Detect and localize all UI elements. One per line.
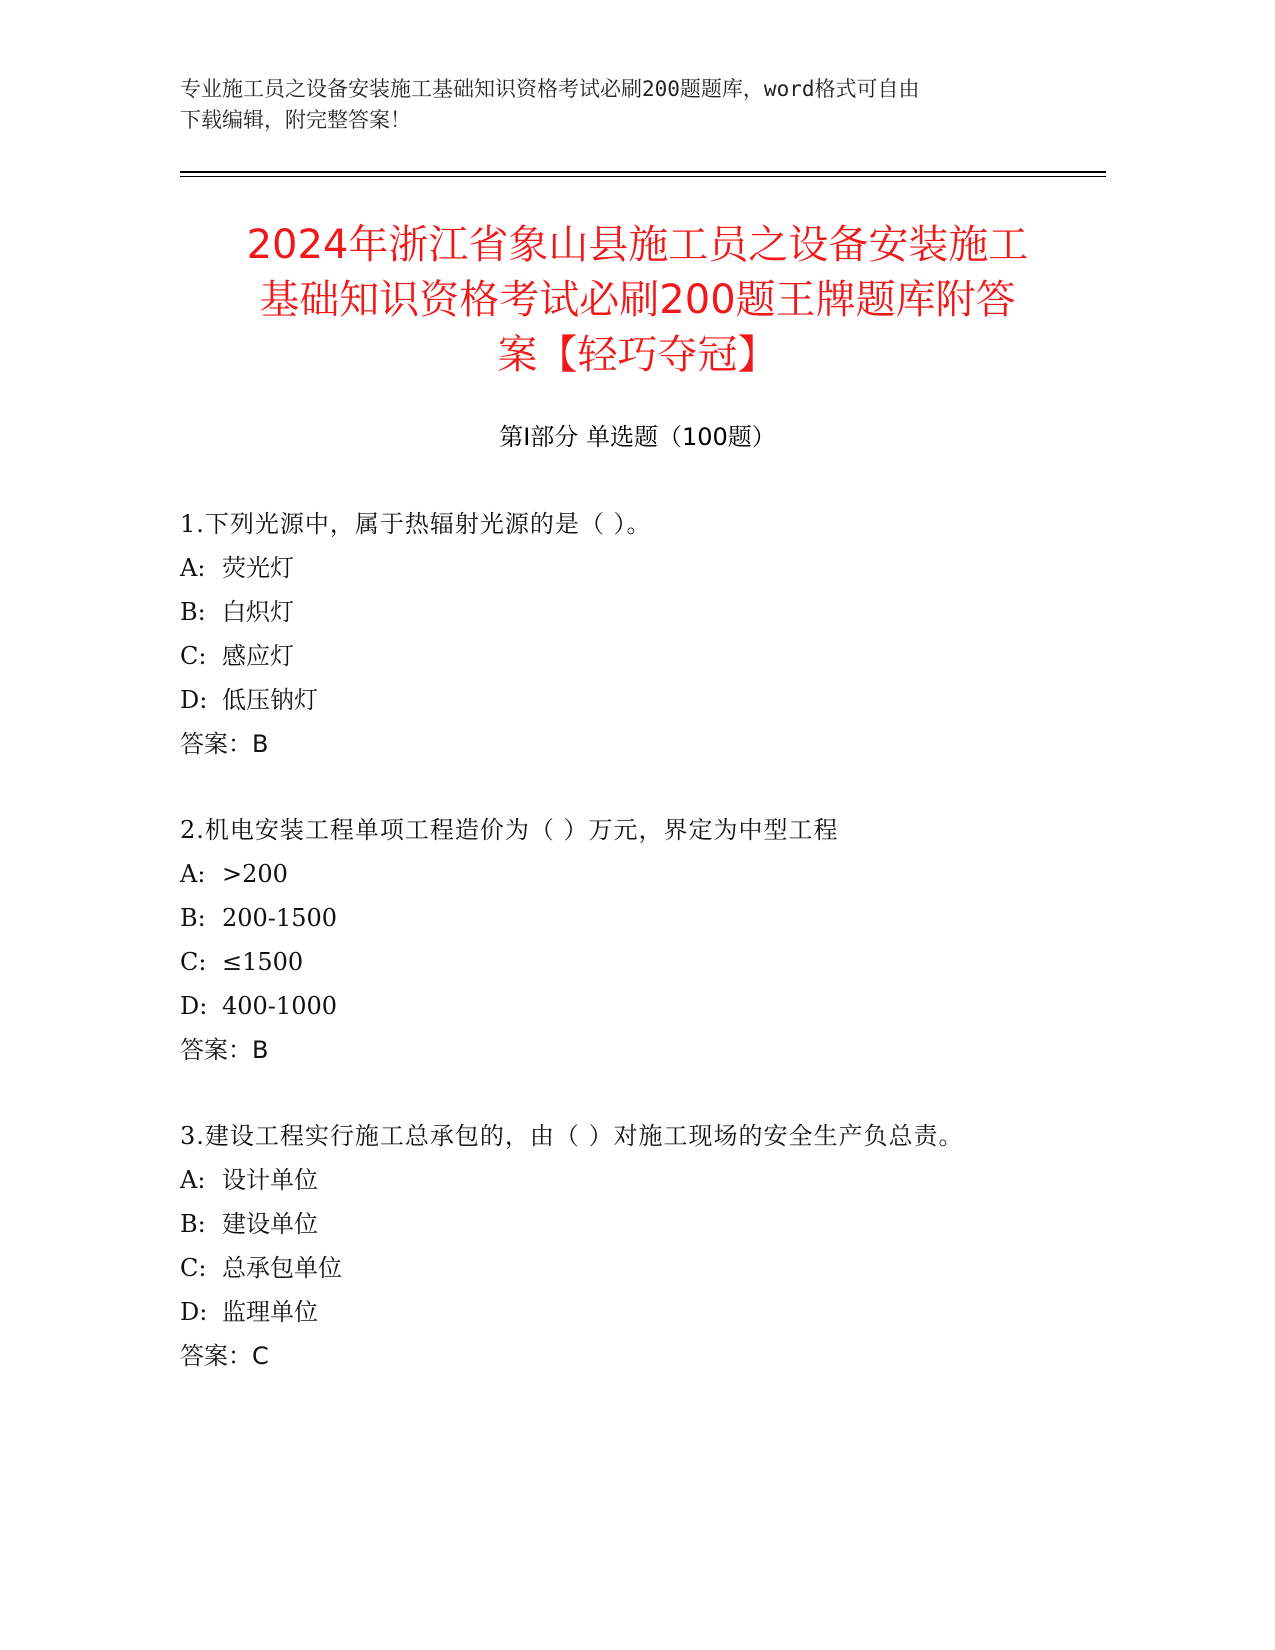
option-text: ≤1500 [222, 948, 304, 976]
option-label: C: [180, 642, 207, 670]
option-label: D: [180, 992, 208, 1020]
option-text: 400-1000 [222, 992, 337, 1020]
document-title [150, 218, 1125, 383]
option-label: D: [180, 686, 208, 714]
question-1 [180, 502, 1040, 766]
header-note-line-2: 下载编辑，附完整答案！ [180, 108, 411, 132]
option-text: 感应灯 [222, 642, 294, 670]
header-note [180, 74, 1060, 136]
option-a [180, 546, 1040, 590]
question-2 [180, 808, 1040, 1072]
option-text: 200-1500 [222, 904, 337, 932]
option-text: 白炽灯 [222, 598, 294, 626]
question-3 [180, 1114, 1040, 1378]
header-divider-thick [180, 171, 1106, 173]
answer: 答案：B [180, 730, 269, 758]
section-heading: 第Ⅰ部分 单选题（100题） [499, 423, 776, 451]
option-c [180, 634, 1040, 678]
option-c [180, 1246, 1040, 1290]
question-stem: 2.机电安装工程单项工程造价为（ ）万元，界定为中型工程 [180, 816, 839, 844]
option-label: A: [180, 554, 206, 582]
option-label: C: [180, 1254, 207, 1282]
question-stem: 3.建设工程实行施工总承包的，由（ ）对施工现场的安全生产负总责。 [180, 1122, 964, 1150]
question-stem: 1.下列光源中，属于热辐射光源的是（ ）。 [180, 510, 652, 538]
option-label: D: [180, 1298, 208, 1326]
option-text: 低压钠灯 [222, 686, 318, 714]
option-text: 监理单位 [222, 1298, 318, 1326]
option-label: B: [180, 598, 206, 626]
header-divider-thin [180, 176, 1106, 177]
option-b [180, 590, 1040, 634]
option-a [180, 852, 1040, 896]
option-label: A: [180, 860, 206, 888]
option-label: B: [180, 1210, 206, 1238]
title-line-1: 2024年浙江省象山县施工员之设备安装施工 [246, 222, 1029, 268]
option-label: B: [180, 904, 206, 932]
option-label: C: [180, 948, 207, 976]
option-d [180, 678, 1040, 722]
option-text: >200 [222, 860, 288, 888]
answer: 答案：B [180, 1036, 269, 1064]
option-label: A: [180, 1166, 206, 1194]
option-c [180, 940, 1040, 984]
option-d [180, 984, 1040, 1028]
title-line-3: 案【轻巧夺冠】 [497, 332, 778, 378]
title-line-2: 基础知识资格考试必刷200题王牌题库附答 [259, 277, 1016, 323]
option-text: 建设单位 [222, 1210, 318, 1238]
header-note-line-1: 专业施工员之设备安装施工基础知识资格考试必刷200题题库，word格式可自由 [180, 77, 920, 101]
option-b [180, 1202, 1040, 1246]
option-b [180, 896, 1040, 940]
option-text: 荧光灯 [222, 554, 294, 582]
option-d [180, 1290, 1040, 1334]
option-text: 设计单位 [222, 1166, 318, 1194]
answer: 答案：C [180, 1342, 269, 1370]
option-text: 总承包单位 [222, 1254, 342, 1282]
option-a [180, 1158, 1040, 1202]
